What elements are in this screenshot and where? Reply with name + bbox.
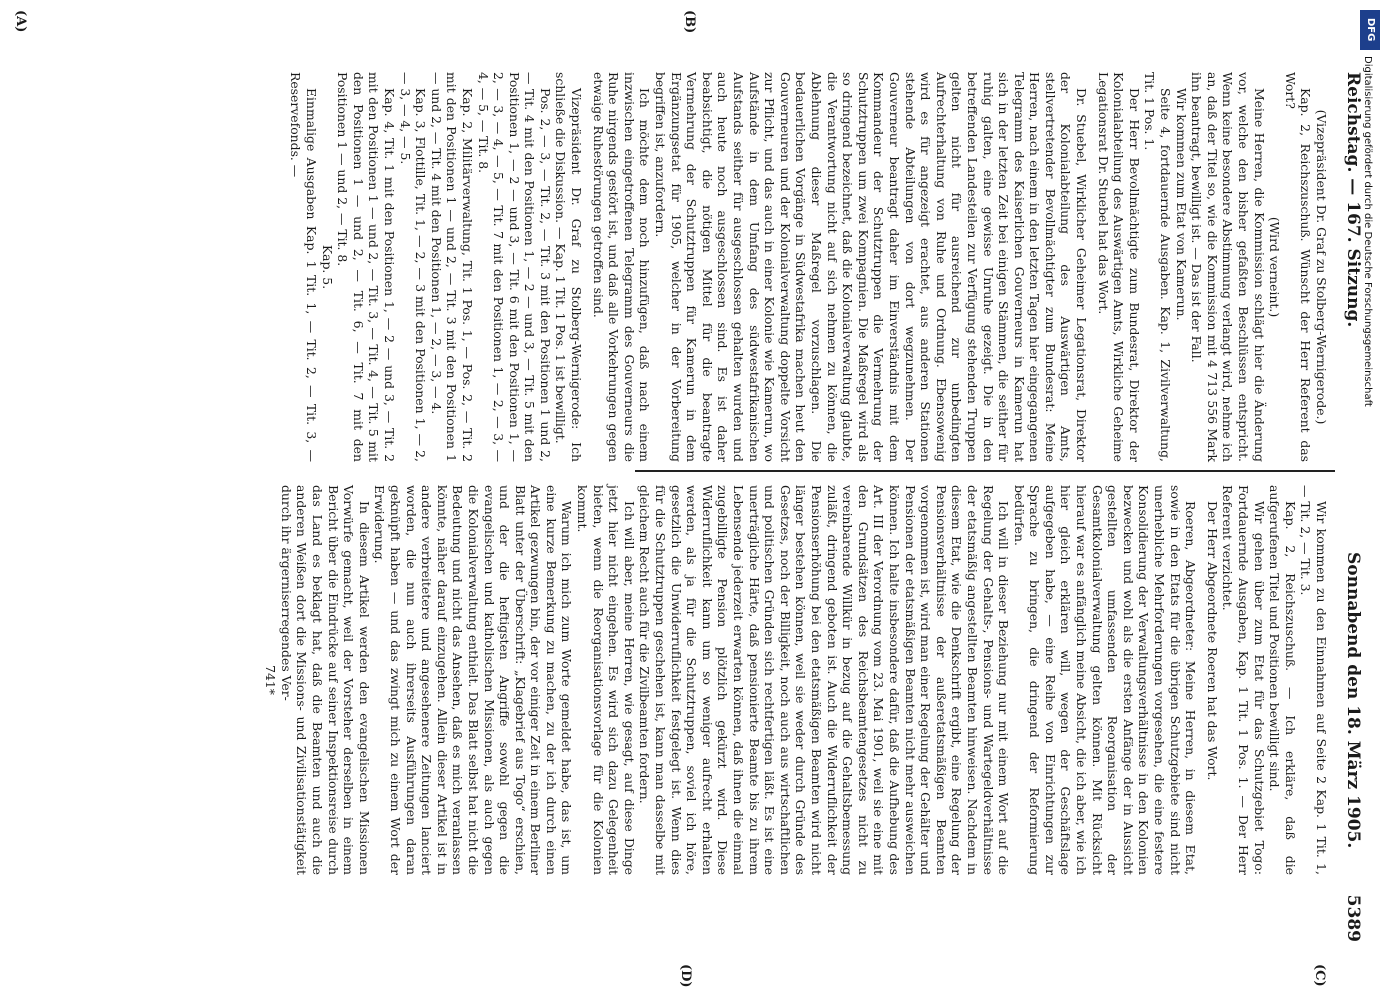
header-session: Reichstag. — 167. Sitzung. <box>1343 72 1363 328</box>
paragraph: Kap. 2, Reichszuschuß. — Ich erkläre, daß die aufgerufenen Titel und Positionen bewilligt sind. <box>1267 485 1298 875</box>
paragraph: Warum ich mich zum Worte gemeldet habe, das ist, um eine kurze Bemerkung zu machen, zu der ich durch einen Artikel gezwungen bin, der vor einiger Zeit in einem Berliner Blatt unter der Überschrift: „Klagebrief aus Togo“ erschien, und der die heftigsten Angriffe sowohl gegen die evangelischen und katholischen Missionen, als auch gegen die Kolonialverwaltung enthielt. Das Blatt selbst hat nicht die Bedeutung und nicht das Ansehen, daß es mich veranlassen könnte, näher darauf einzugehen. Allein dieser Artikel ist in andere verbreitetere und angesehenere Zeitungen lanciert worden, die nun auch ihrerseits Ausführungen daran geknüpft haben — und das zwingt mich zu einem Wort der Erwiderung. <box>372 485 575 875</box>
header-date: Sonnabend den 18. März 1905. <box>1343 552 1363 849</box>
paragraph: Ich möchte dem noch hinzufügen, daß nach einem inzwischen eingetroffenen Telegramm des Gouverneurs die Ruhe nirgends gestört ist, und daß alle Vorkehrungen gegen etwaige Ruhestörungen getroffen sind. <box>590 72 653 462</box>
paragraph: Wir kommen zum Etat von Kamerun. <box>1173 88 1189 321</box>
right-column <box>159 485 1329 875</box>
paragraph: In diesem Artikel werden den evangelischen Missionen Vorwürfe gemacht, weil der Vorsteher derselben in einem Bericht über die Eindrücke auf seiner Inspektionsreise durch das Land es beklagt hat, daß die Beamten und auch die anderen Weißen dort die Missions- und Zivilisationstätigkeit durch ihr ärgerniserregendes Ver- <box>278 485 372 875</box>
margin-marker-b: (B) <box>682 10 697 34</box>
paragraph: Pos. 2, — 3, — Tit. 2, — Tit. 3 mit den Positionen 1 und 2, — Tit. 4 mit den Positionen 1, — 2 — und 3, — Tit. 5 mit den Positionen 1, — 2 — und 3, — Tit. 6 mit den Positionen 1, — 2, — 3, — 4, — 5, — Tit. 7 mit den Positionen 1, — 2, — 3, — 4, — 5, — Tit. 8. <box>475 72 553 462</box>
paragraph: Kap. 5. <box>319 244 335 290</box>
signature-mark: 741* <box>263 665 279 695</box>
credit-text: Digitalisierung gefördert durch die Deutsche Forschungsgemeinschaft <box>1362 56 1373 407</box>
dfg-logo-icon: DFG <box>1360 10 1380 50</box>
paragraph: Ich will aber, meine Herren, wie gesagt, auf diese Dinge jetzt hier nicht eingehen. Es wird sich dazu Gelegenheit bieten, wenn die Reorganisationsvorlage für die Kolonien kommt. <box>575 485 637 875</box>
paragraph: (Wird verneint.) <box>1267 216 1283 318</box>
paragraph: Kap. 3, Flottille, Tit. 1, — 2, — 3 mit den Positionen 1, — 2, — 3, — 4, — 5. <box>397 72 429 462</box>
paragraph: Ich will in dieser Beziehung nur mit einem Wort auf die Regelung der Gehalts-, Pensions- und Wartegeldverhältnisse der etatsmäßig angestellten Beamten hinweisen. Nachdem in diesem Etat, wie die Denkschrift ergibt, eine Regelung der Pensionsverhältnisse der außeretatsmäßigen Beamten vorgenommen ist, wird man einer Regelung der Gehälter und Pensionen der etatsmäßigen Beamten nicht mehr ausweichen können. Ich halte insbesondere dafür, daß die Aufhebung des Art. III der Verordnung vom 23. Mai 1901, weil sie eine mit den Grundsätzen des Reichsbeamtengesetzes nicht zu vereinbarende Willkür in bezug auf die Gehaltsbemessung zuläßt, dringend geboten ist. Auch die Widerruflichkeit der Pensionserhöhung bei den etatsmäßigen Beamten wird nicht länger bestehen können, weil sie weder durch Gründe des Gesetzes, noch der Billigkeit, noch auch aus wirtschaftlichen und politischen Gründen sich rechtfertigen läßt. Es ist eine unerträgliche Härte, daß pensionierte Beamte bis zu ihrem Lebensende jederzeit erwarten können, daß ihnen die einmal zugebilligte Pension plötzlich gekürzt wird. Diese Widerruflichkeit kann um so weniger aufrecht erhalten werden, als ja für die Schutztruppen, soviel ich höre, gesetzlich die Unwiderruflichkeit festgelegt ist. Wenn dies für die Schutztruppen geschehen ist, kann man dasselbe mit gleichem Recht auch für die Zivilbeamten fordern. <box>637 485 1012 875</box>
left-column <box>159 72 1329 462</box>
paragraph: Dr. Stuebel, Wirklicher Geheimer Legationsrat, Direktor der Kolonialabteilung des Auswärtigen Amts, stellvertretender Bevollmächtigter zum Bundesrat: Meine Herren, nach einem in den letzten Tagen hier eingegangenen Telegramm des Kaiserlichen Gouverneurs in Kamerun hat sich in der letzten Zeit bei einigen Stämmen, die seither für ruhig galten, eine gewisse Unruhe gezeigt. Die in den betreffenden Landesteilen zur Verfügung stehenden Truppen gelten nicht für ausreichend zur unbedingten Aufrechterhaltung von Ruhe und Ordnung. Ebensowenig wird es für angezeigt erachtet, aus anderen Stationen stehende Abteilungen von dort wegzunehmen. Der Gouverneur beantragt daher im Einverständnis mit dem Kommandeur der Schutztruppen die Vermehrung der Schutztruppen um zwei Kompagnien. Die Maßregel wird als so dringend bezeichnet, daß die Kolonialverwaltung glaubte, die Verantwortung nicht auf sich nehmen zu können, die Ablehnung dieser Maßregel vorzuschlagen. Die bedauerlichen Vorgänge in Südwestafrika machen heut den Gouverneuren und der Kolonialverwaltung doppelte Vorsicht zur Pflicht, und das auch in einer Kolonie wie Kamerun, wo Aufstände in dem Umfang des südwestafrikanischen Aufstands seither für ausgeschlossen gehalten wurden und auch heute noch ausgeschlossen sind. Es ist daher beabsichtigt, die nötigen Mittel für die beantragte Vermehrung der Schutztruppen für Kamerun in dem Ergänzungsetat für 1905, welcher in der Vorbereitung begriffen ist, anzufordern. <box>653 72 1090 462</box>
paragraph: Vizepräsident Dr. Graf zu Stolberg-Wernigerode: Ich schließe die Diskussion. — Kap. 1 Tit. 1 Pos. 1 ist bewilligt. <box>553 72 585 462</box>
paragraph: Meine Herren, die Kommission schlägt hier die Änderung vor, welche den bisher gefaßten Beschlüssen entspricht. Wenn keine besondere Abstimmung verlangt wird, nehme ich an, daß der Titel so, wie die Kommission mit 4 713 556 Mark ihn beantragt, bewilligt ist. — Das ist der Fall. <box>1189 72 1267 462</box>
paragraph: Kap. 2, Militärverwaltung, Tit. 1 Pos. 1, — Pos. 2, — Tit. 2 mit den Positionen 1 — und 2, — Tit. 3 mit den Positionen 1 — und 2, — Tit. 4 mit den Positionen 1, — 2, — 3, — 4. <box>428 72 475 462</box>
paragraph: Einmalige Ausgaben Kap. 1 Tit. 1, — Tit. 2, — Tit. 3, — Reservefonds. — <box>288 72 319 462</box>
paragraph: Kap. 2, Reichszuschuß. Wünscht der Herr Referent das Wort? <box>1282 72 1314 462</box>
margin-marker-c: (C) <box>1312 964 1327 987</box>
margin-marker-a: (A) <box>13 10 28 33</box>
paragraph: Roeren, Abgeordneter: Meine Herren, in diesem Etat, sowie in den Etats für die übrigen Schutzgebiete sind nicht unerhebliche Mehrforderungen vorgesehen, die eine festere Konsolidierung der Verwaltungsverhältnisse in den Kolonien bezwecken und wohl als die ersten Anfänge der in Aussicht gestellten umfassenden Reorganisation der Gesamtkolonialverwaltung gelten können. Mit Rücksicht hierauf war es anfänglich meine Absicht, die ich aber, wie ich hier gleich erklären will, wegen der Geschäftslage aufgegeben habe, — eine Reihe von Einrichtungen zur Sprache zu bringen, die dringend der Reformierung bedürfen. <box>1011 485 1199 875</box>
paragraph: Der Herr Bevollmächtigte zum Bundesrat, Direktor der Kolonialabteilung des Auswärtigen Amts, Wirkliche Geheime Legationsrat Dr. Stuebel hat das Wort. <box>1095 72 1142 462</box>
paragraph: Wir kommen zu den Einnahmen auf Seite 2 Kap. 1 Tit. 1, — Tit. 2, — Tit. 3. <box>1298 485 1329 875</box>
paragraph: Der Herr Abgeordnete Roeren hat das Wort. <box>1204 501 1220 781</box>
digitization-credit <box>1358 10 1382 710</box>
paragraph: Kap. 4, Tit. 1 mit den Positionen 1, — 2 — und 3, — Tit. 2 mit den Positionen 1 — und 2, — Tit. 3, — Tit. 4, — Tit. 5 mit den Positionen 1 — und 2, — Tit. 6, — Tit. 7 mit den Positionen 1 — und 2, — Tit. 8. <box>335 72 397 462</box>
paragraph: Seite 4, fortdauernde Ausgaben. Kap. 1, Zivilverwaltung, Tit. 1 Pos. 1. <box>1142 72 1174 462</box>
page-number: 5389 <box>1343 894 1363 942</box>
paragraph: Wir gehen über zum Etat für das Schutzgebiet Togo: Fortdauernde Ausgaben, Kap. 1 Tit. 1 Pos. 1. — Der Herr Referent verzichtet. <box>1220 485 1267 875</box>
margin-marker-d: (D) <box>678 964 693 988</box>
column-divider <box>635 470 1335 472</box>
paragraph: (Vizepräsident Dr. Graf zu Stolberg-Wernigerode.) <box>1314 109 1329 425</box>
